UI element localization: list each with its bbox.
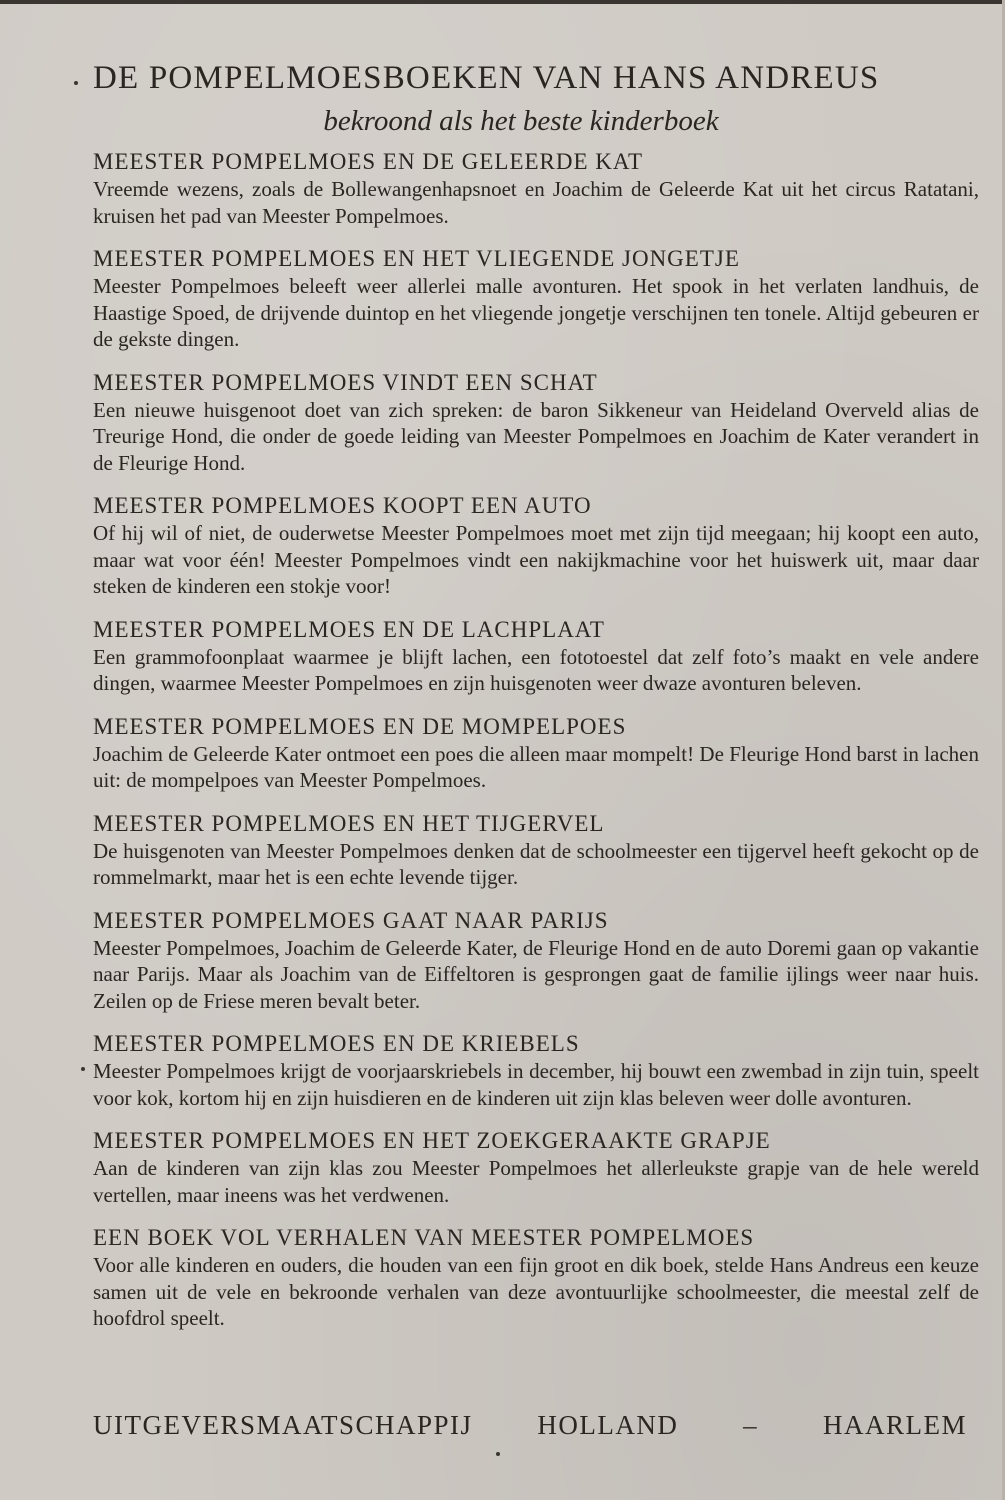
book-title: MEESTER POMPELMOES KOOPT EEN AUTO	[93, 493, 592, 518]
book-entry	[93, 810, 979, 891]
book-entry	[93, 616, 979, 697]
page-subtitle: bekroond als het beste kinderboek	[323, 105, 719, 137]
book-title: MEESTER POMPELMOES EN DE KRIEBELS	[93, 1031, 580, 1056]
publisher-line	[93, 1410, 967, 1441]
print-speck	[81, 1067, 85, 1071]
book-entry	[93, 492, 979, 600]
book-entry	[93, 713, 979, 794]
book-title: MEESTER POMPELMOES GAAT NAAR PARIJS	[93, 907, 609, 933]
book-description: Joachim de Geleerde Kater ontmoet een poes die alleen maar mompelt! De Fleurige Hond barst in lachen uit: de mompelpoes van Meester Pompelmoes.	[93, 741, 979, 792]
book-entry	[93, 1127, 979, 1208]
book-title: EEN BOEK VOL VERHALEN VAN MEESTER POMPELMOES	[93, 1225, 755, 1250]
cover-content	[93, 58, 979, 1348]
book-description: Meester Pompelmoes krijgt de voorjaarskriebels in december, hij bouwt een zwembad in zijn tuin, speelt voor kok, kortom hij en zijn huisdieren en de kinderen uit zijn klas beleven weer dolle avonturen.	[93, 1059, 979, 1110]
book-title: MEESTER POMPELMOES VINDT EEN SCHAT	[93, 369, 598, 395]
book-description: De huisgenoten van Meester Pompelmoes denken dat de schoolmeester een tijgervel heeft gekocht op de rommelmarkt, maar het is een echte levende tijger.	[93, 838, 979, 889]
publisher-name: UITGEVERSMAATSCHAPPIJ	[93, 1410, 473, 1440]
book-description: Een grammofoonplaat waarmee je blijft lachen, een fototoestel dat zelf foto’s maakt en vele andere dingen, waarmee Meester Pompelmoes en zijn huisgenoten weer dwaze avonturen beleven.	[93, 644, 979, 695]
book-description: Vreemde wezens, zoals de Bollewangenhapsnoet en Joachim de Geleerde Kat uit het circus Ratatani, kruisen het pad van Meester Pompelmoes.	[93, 177, 979, 228]
page-title: DE POMPELMOESBOEKEN VAN HANS ANDREUS	[93, 60, 880, 96]
book-title: MEESTER POMPELMOES EN DE MOMPELPOES	[93, 713, 627, 739]
publisher-separator: –	[743, 1410, 759, 1440]
book-entry	[93, 369, 979, 477]
book-description: Of hij wil of niet, de ouderwetse Meester Pompelmoes moet met zijn tijd meegaan; hij koopt een auto, maar wat voor één! Meester Pompelmoes vindt een nakijkmachine voor het huiswerk uit, maar daar steken de kinderen een stokje voor!	[93, 521, 979, 598]
book-entry	[93, 907, 979, 1015]
book-list	[93, 148, 979, 1332]
book-description: Voor alle kinderen en ouders, die houden van een fijn groot en dik boek, stelde Hans Andreus een keuze samen uit de vele en bekroonde verhalen van deze avontuurlijke schoolmeester, die meestal zelf de hoofdrol speelt.	[93, 1253, 979, 1330]
print-speck	[496, 1452, 500, 1456]
book-description: Aan de kinderen van zijn klas zou Meester Pompelmoes het allerleukste grapje van de hele wereld vertellen, maar ineens was het verdwenen.	[93, 1156, 979, 1207]
book-entry	[93, 148, 979, 229]
book-title: MEESTER POMPELMOES EN DE GELEERDE KAT	[93, 149, 644, 174]
publisher-city: HAARLEM	[822, 1410, 967, 1440]
book-entry	[93, 1224, 979, 1332]
book-title: MEESTER POMPELMOES EN DE LACHPLAAT	[93, 616, 605, 642]
book-description: Meester Pompelmoes, Joachim de Geleerde Kater, de Fleurige Hond en de auto Doremi gaan op vakantie naar Parijs. Maar als Joachim van de Eiffeltoren is gesprongen gaat de familie ijlings weer naar huis. Zeilen op de Friese meren bevalt beter.	[93, 935, 979, 1013]
book-title: MEESTER POMPELMOES EN HET TIJGERVEL	[93, 810, 605, 836]
publisher-brand: HOLLAND	[537, 1410, 679, 1440]
book-entry	[93, 245, 979, 353]
book-title: MEESTER POMPELMOES EN HET VLIEGENDE JONGETJE	[93, 246, 740, 271]
print-speck	[74, 81, 78, 85]
book-description: Meester Pompelmoes beleeft weer allerlei malle avonturen. Het spook in het verlaten landhuis, de Haastige Spoed, de drijvende duintop en het vliegende jongetje verschijnen ten tonele. Altijd gebeuren er de gekste dingen.	[93, 274, 979, 351]
cover-top-edge	[0, 0, 1005, 4]
book-entry	[93, 1030, 979, 1111]
book-title: MEESTER POMPELMOES EN HET ZOEKGERAAKTE GRAPJE	[93, 1128, 771, 1153]
book-description: Een nieuwe huisgenoot doet van zich spreken: de baron Sikkeneur van Heideland Overveld alias de Treurige Hond, die onder de goede leiding van Meester Pompelmoes en Joachim de Kater verandert in de Fleurige Hond.	[93, 397, 979, 475]
